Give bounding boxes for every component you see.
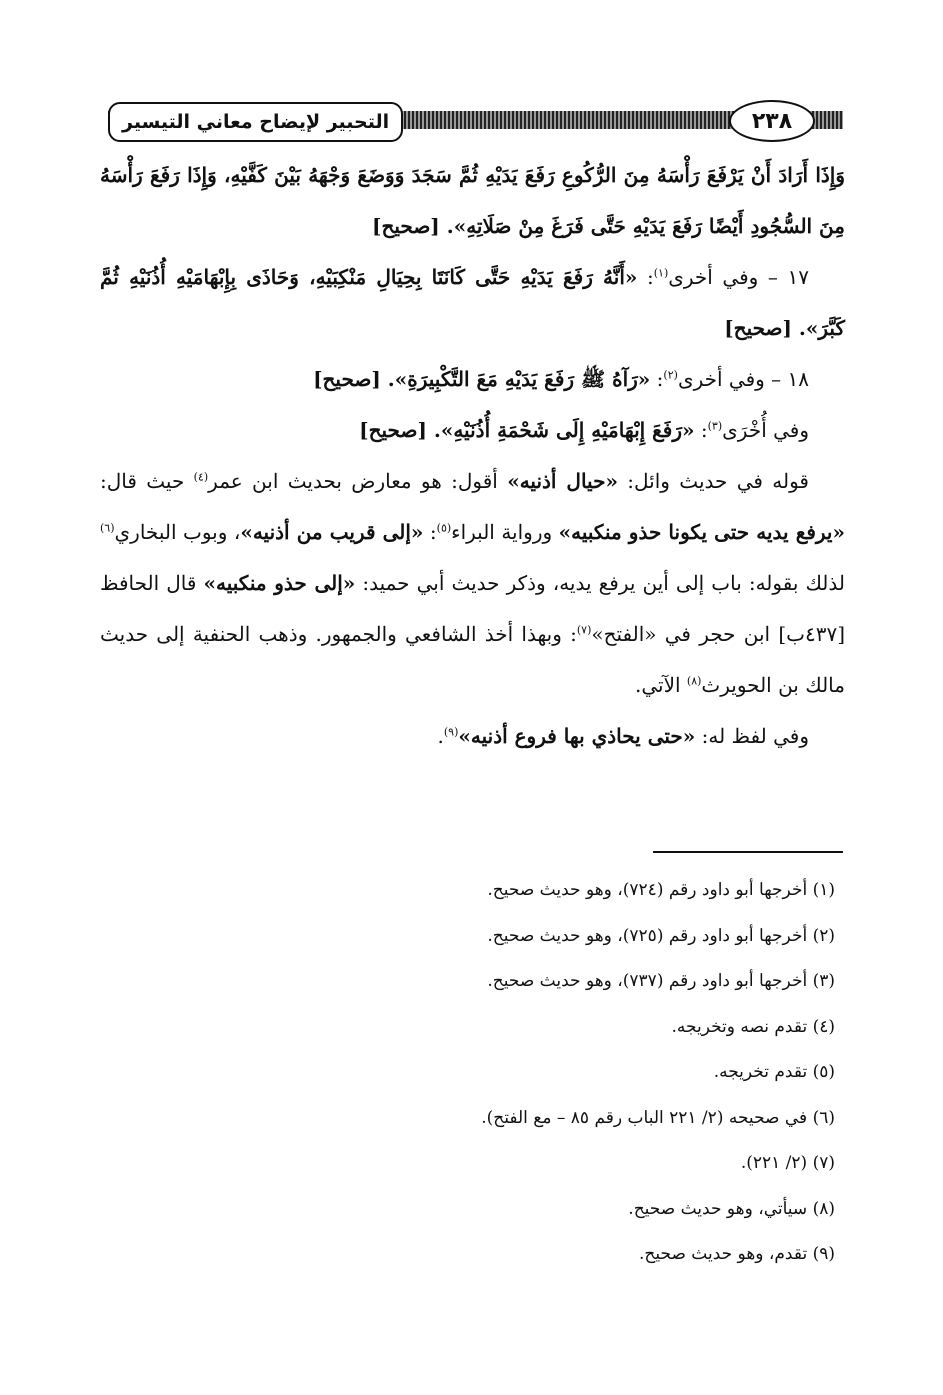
hadith-17: ١٧ – وفي أخرى$^{(١)}$: «أَنَّهُ رَفَعَ يَدَيْهِ حَتَّى كَانَتَا بِحِيَالِ مَنْكِبَيْهِ، وَحَاذَى بِإِبْهَامَيْهِ أُذُنَيْهِ ثُمَّ كَبَّرَ». [صحيح] — [100, 265, 845, 340]
footnote-3: (٣) أخرجها أبو داود رقم (٧٣٧)، وهو حديث صحيح. — [487, 971, 835, 991]
hadith-continuation — [100, 150, 845, 252]
footnote-ref-4: (٤) — [193, 470, 209, 484]
book-title: التحبير لإيضاح معاني التيسير — [108, 102, 403, 142]
grade-label: [صحيح] — [724, 316, 792, 340]
footnote-ref-3: (٣) — [707, 419, 723, 433]
commentary-paragraph: قوله في حديث وائل: «حيال أذنيه» أقول: هو معارض بحديث ابن عمر$^{(٤)}$ حيث قال: «يرفع يديه حتى يكونا حذو منكبيه» ورواية البراء$^{(٥)}$: «إلى قريب من أذنيه»، وبوب البخاري$^{(٦)}$ لذلك بقوله: باب إلى أين يرفع يديه، وذكر حديث أبي حميد: «إلى حذو منكبيه» قال الحافظ [٤٣٧ب] ابن حجر في «الفتح»$^{(٧)}$: وبهذا أخذ الشافعي والجمهور. وذهب الحنفية إلى حديث مالك بن الحويرث$^{(٨)}$ الآتي. — [100, 469, 845, 697]
grade-label: [صحيح] — [359, 418, 427, 442]
footnote-ref-6: (٦) — [100, 521, 115, 535]
footnote-ref-2: (٢) — [663, 368, 678, 382]
hadith-lead: وفي أُخْرَى — [722, 418, 809, 442]
hadith-text: «رَفَعَ إِبْهَامَيْهِ إِلَى شَحْمَةِ أُذُنَيْهِ». — [426, 418, 695, 442]
hadith-lead: ١٧ – وفي أخرى — [668, 265, 809, 289]
footnote-ref-8: (٨) — [686, 674, 702, 688]
footnote-ref-5: (٥) — [436, 521, 452, 535]
quoted-phrase: «يرفع يديه حتى يكونا حذو منكبيه» — [558, 520, 845, 544]
footnote-1: (١) أخرجها أبو داود رقم (٧٢٤)، وهو حديث صحيح. — [487, 880, 835, 900]
hadith-18: ١٨ – وفي أخرى$^{(٢)}$: «رَآهُ ﷺ رَفَعَ يَدَيْهِ مَعَ التَّكْبِيرَةِ». [صحيح] — [313, 367, 809, 391]
grade-label: [صحيح] — [313, 367, 381, 391]
page-number: ٢٣٨ — [729, 100, 815, 142]
footnote-2: (٢) أخرجها أبو داود رقم (٧٢٥)، وهو حديث صحيح. — [487, 925, 835, 946]
hadith-text: «رَآهُ ﷺ رَفَعَ يَدَيْهِ مَعَ التَّكْبِيرَةِ». — [380, 367, 651, 391]
footnote-ref-7: (٧) — [576, 623, 592, 637]
grade-label: [صحيح] — [372, 214, 440, 238]
footnote-7: (٧) (٢/ ٢٢١). — [740, 1153, 835, 1173]
footnote-4: (٤) تقدم نصه وتخريجه. — [671, 1016, 835, 1037]
hadith-text: وَإِذَا أَرَادَ أَنْ يَرْفَعَ رَأْسَهُ مِنَ الرُّكُوعِ رَفَعَ يَدَيْهِ ثُمَّ سَجَدَ وَوَضَعَ وَجْهَهُ بَيْنَ كَفَّيْهِ، وَإِذَا رَفَعَ رَأْسَهُ مِنَ السُّجُودِ أَيْضًا رَفَعَ يَدَيْهِ حَتَّى فَرَغَ مِنْ صَلَاتِهِ». — [100, 163, 845, 238]
footnote-5: (٥) تقدم تخريجه. — [713, 1062, 835, 1082]
footnote-9: (٩) تقدم، وهو حديث صحيح. — [638, 1244, 835, 1264]
hadith-variant: وفي أُخْرَى$^{(٣)}$: «رَفَعَ إِبْهَامَيْهِ إِلَى شَحْمَةِ أُذُنَيْهِ». [صحيح] — [359, 418, 809, 442]
page-header — [108, 98, 843, 144]
footnote-separator — [653, 851, 843, 853]
quoted-phrase: «إلى قريب من أذنيه» — [240, 520, 424, 544]
footnote-8: (٨) سيأتي، وهو حديث صحيح. — [628, 1198, 835, 1219]
hadith-text: «أَنَّهُ رَفَعَ يَدَيْهِ حَتَّى كَانَتَا بِحِيَالِ مَنْكِبَيْهِ، وَحَاذَى بِإِبْهَامَيْهِ أُذُنَيْهِ ثُمَّ كَبَّرَ». — [100, 265, 845, 340]
footnote-6: (٦) في صحيحه (٢/ ٢٢١ الباب رقم ٨٥ – مع الفتح). — [481, 1107, 835, 1128]
quoted-phrase: «حيال أذنيه» — [507, 469, 618, 493]
footnote-ref-9: (٩) — [443, 725, 459, 739]
quoted-phrase: «إلى حذو منكبيه» — [203, 571, 356, 595]
footnotes — [100, 868, 835, 1278]
footnote-ref-1: (١) — [653, 266, 669, 280]
quoted-phrase: «حتى يحاذي بها فروع أذنيه» — [458, 724, 696, 748]
main-text — [100, 150, 845, 762]
hadith-lead: ١٨ – وفي أخرى — [677, 367, 809, 391]
commentary-line: وفي لفظ له: «حتى يحاذي بها فروع أذنيه»$^{(٩)}$. — [437, 724, 809, 748]
